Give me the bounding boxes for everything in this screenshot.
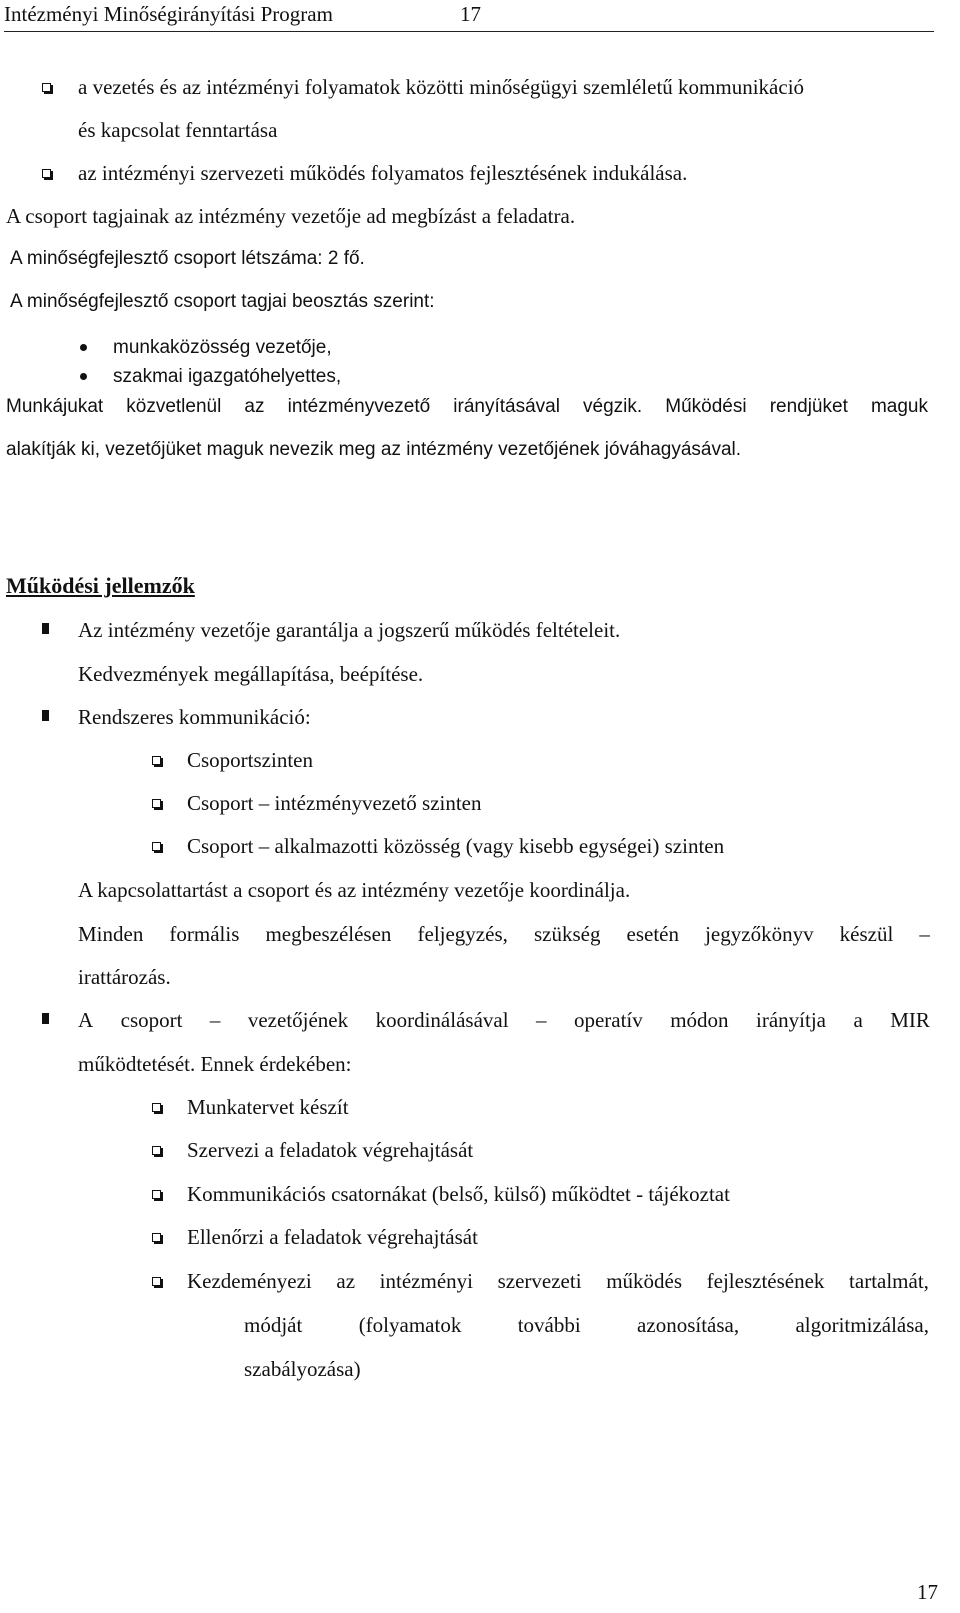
page-header (4, 0, 934, 32)
section-heading: Működési jellemzők (6, 573, 195, 598)
sub-list-item: Szervezi a feladatok végrehajtását (187, 1138, 474, 1162)
paragraph-line: A minőségfejlesztő csoport létszáma: 2 fő. (10, 248, 365, 269)
paragraph-line: alakítják ki, vezetőjüket maguk nevezik meg az intézmény vezetőjének jóváhagyásával. (6, 439, 742, 460)
checkbox-bullet-icon (152, 842, 161, 851)
sub-list-item: Kommunikációs csatornákat (belső, külső) működtet - tájékoztat (187, 1182, 730, 1206)
bullet-dot-icon (80, 344, 87, 351)
sub-list-item-justified: Kezdeményezi az intézményi szervezeti működés fejlesztésének tartalmát, (187, 1269, 929, 1293)
paragraph-line-justified: Minden formális megbeszélésen feljegyzés, szükség esetén jegyzőkönyv készül – (78, 922, 930, 946)
checkbox-bullet-icon (152, 756, 161, 765)
paragraph-line-justified: Munkájukat közvetlenül az intézményvezető irányításával végzik. Működési rendjüket maguk (6, 396, 928, 417)
checkbox-bullet-icon (152, 1103, 161, 1112)
list-item-continuation: Kedvezmények megállapítása, beépítése. (78, 662, 424, 686)
list-item: Az intézmény vezetője garantálja a jogszerű működés feltételeit. (78, 618, 621, 642)
square-bullet-icon (42, 623, 49, 634)
checkbox-bullet-icon (152, 799, 161, 808)
list-item: Rendszeres kommunikáció: (78, 705, 311, 729)
checkbox-bullet-icon (152, 1277, 161, 1286)
checkbox-bullet-icon (152, 1190, 161, 1199)
sub-list-item: Csoport – intézményvezető szinten (187, 791, 482, 815)
footer-page-number: 17 (917, 1580, 938, 1604)
paragraph-line: A csoport tagjainak az intézmény vezetője ad megbízást a feladatra. (6, 204, 576, 228)
checkbox-bullet-icon (152, 1233, 161, 1242)
list-item: szakmai igazgatóhelyettes, (113, 366, 342, 387)
checkbox-bullet-icon (42, 83, 51, 92)
list-item-continuation: működtetését. Ennek érdekében: (78, 1052, 352, 1076)
checkbox-bullet-icon (42, 169, 51, 178)
list-item-continuation: és kapcsolat fenntartása (78, 118, 278, 142)
sub-list-item: Csoport – alkalmazotti közösség (vagy kisebb egységei) szinten (187, 834, 725, 858)
list-item: munkaközösség vezetője, (113, 337, 332, 358)
list-item-justified: A csoport – vezetőjének koordinálásával – operatív módon irányítja a MIR (78, 1008, 930, 1032)
paragraph-line: irattározás. (78, 965, 171, 989)
square-bullet-icon (42, 710, 49, 721)
list-item: a vezetés és az intézményi folyamatok közötti minőségügyi szemléletű kommunikáció (78, 75, 805, 99)
list-item: az intézményi szervezeti működés folyamatos fejlesztésének indukálása. (78, 161, 688, 185)
sub-list-item-continuation: szabályozása) (244, 1357, 361, 1381)
header-page-number: 17 (460, 2, 481, 26)
sub-list-item: Munkatervet készít (187, 1095, 349, 1119)
sub-list-item: Csoportszinten (187, 748, 313, 772)
header-title: Intézményi Minőségirányítási Program (4, 2, 333, 26)
square-bullet-icon (42, 1013, 49, 1024)
paragraph-line: A kapcsolattartást a csoport és az intézmény vezetője koordinálja. (78, 878, 631, 902)
checkbox-bullet-icon (152, 1146, 161, 1155)
sub-list-item-continuation: módját (folyamatok további azonosítása, algoritmizálása, (244, 1313, 929, 1337)
sub-list-item: Ellenőrzi a feladatok végrehajtását (187, 1225, 478, 1249)
paragraph-line: A minőségfejlesztő csoport tagjai beosztás szerint: (10, 291, 435, 312)
bullet-dot-icon (80, 373, 87, 380)
